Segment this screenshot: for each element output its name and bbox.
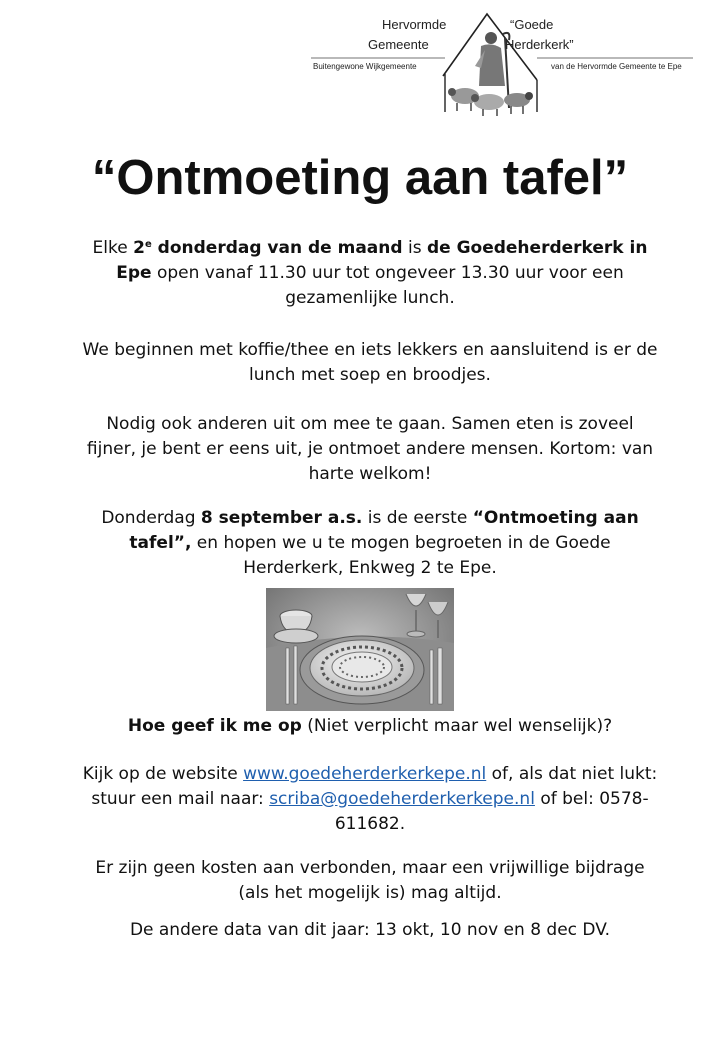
logo-left-line2: Gemeente [368,37,429,52]
logo-right-line1: “Goede [510,17,554,32]
invite-paragraph: Nodig ook anderen uit om mee te gaan. Samen eten is zoveel fijner, je bent er eens uit, je ontmoet andere mensen. Kortom: van harte welkom! [86,414,654,484]
logo-left-line1: Hervormde [382,17,447,32]
intro-paragraph: Elke 2e donderdag van de maand is de Goedeherderkerk in Epe open vanaf 11.30 uur tot ongeveer 13.30 uur voor een gezamenlijke lunch. [92,238,648,308]
table-setting-photo [266,588,454,711]
logo-left-subtitle: Buitengewone Wijkgemeente [313,62,417,71]
email-link[interactable]: scriba@goedeherderkerkepe.nl [269,789,535,809]
page-title: “Ontmoeting aan tafel” [91,151,629,205]
church-logo [305,8,695,120]
first-date-paragraph: Donderdag 8 september a.s. is de eerste “Ontmoeting aan tafel”, en hopen we u te mogen begroeten in de Goede Herderkerk, Enkweg 2 te Epe. [101,508,639,578]
costs-paragraph: Er zijn geen kosten aan verbonden, maar een vrijwillige bijdrage (als het mogelijk is) mag altijd. [95,858,645,903]
website-link[interactable]: www.goedeherderkerkepe.nl [243,764,487,784]
other-dates-paragraph: De andere data van dit jaar: 13 okt, 10 nov en 8 dec DV. [129,920,611,940]
signup-question: Hoe geef ik me op (Niet verplicht maar wel wenselijk)? [127,716,613,736]
contact-paragraph: Kijk op de website www.goedeherderkerkepe.nl of, als dat niet lukt: stuur een mail naar: scriba@goedeherderkerkepe.nl of bel: 0578-611682. [82,764,658,834]
program-paragraph: We beginnen met koffie/thee en iets lekkers en aansluitend is er de lunch met soep en broodjes. [82,340,658,385]
logo-right-line2: Herderkerk” [505,37,574,52]
logo-right-subtitle: van de Hervormde Gemeente te Epe [551,62,682,71]
